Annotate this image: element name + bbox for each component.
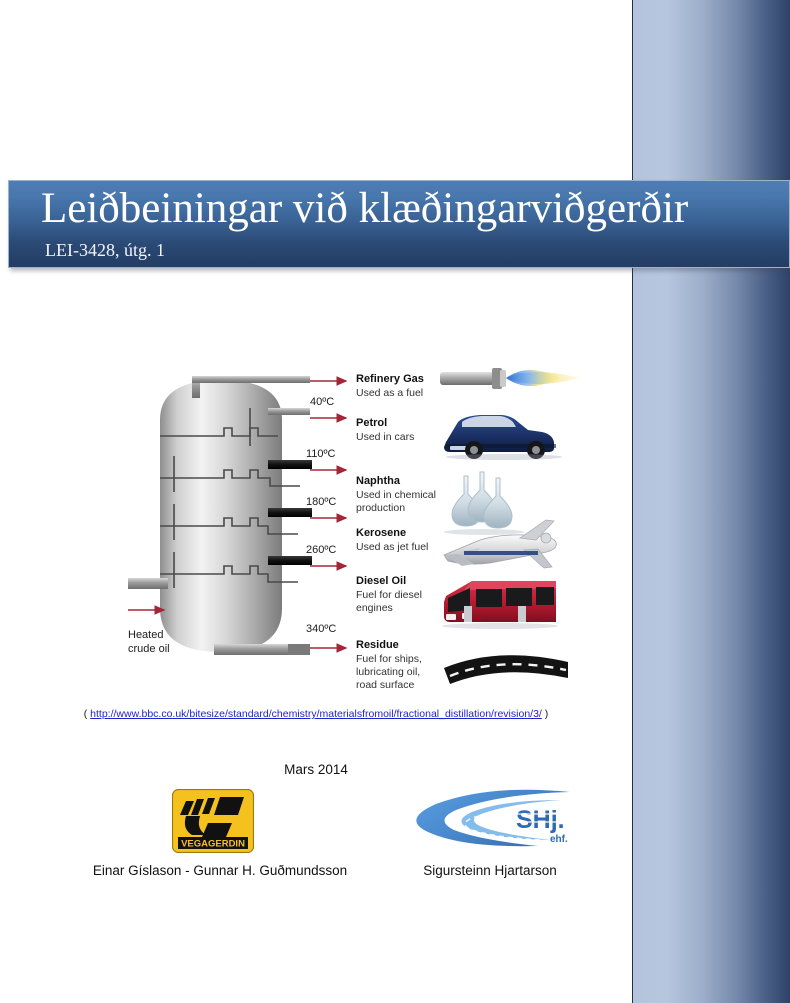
temp-label-40c: 40ºC	[310, 396, 335, 408]
road-icon	[444, 655, 568, 684]
crude-label-line1: Heated	[128, 629, 164, 641]
shj-logo-text: SHj.	[516, 806, 565, 834]
source-open-paren: (	[83, 708, 88, 720]
product-label-refinery-gas: Refinery Gas	[356, 373, 424, 385]
publication-date: Mars 2014	[284, 762, 348, 777]
temp-label-110c: 110ºC	[306, 448, 336, 460]
product-desc-diesel-1: Fuel for diesel	[356, 589, 422, 601]
title-banner	[8, 180, 790, 268]
flasks-icon	[444, 472, 524, 535]
product-desc-kerosene: Used as jet fuel	[356, 541, 429, 553]
temp-label-340c: 340ºC	[306, 623, 337, 635]
decorative-side-bar	[632, 0, 790, 1003]
product-desc-naphtha-1: Used in chemical	[356, 489, 436, 501]
product-desc-petrol: Used in cars	[356, 431, 415, 443]
car-icon	[444, 415, 562, 460]
vegagerdin-logo	[172, 789, 254, 853]
temp-label-260c: 260ºC	[306, 544, 337, 556]
temp-label-180c: 180ºC	[306, 496, 337, 508]
shj-logo	[410, 786, 575, 854]
product-label-diesel-oil: Diesel Oil	[356, 575, 407, 587]
source-url-link[interactable]: http://www.bbc.co.uk/bitesize/standard/chemistry/materialsfromoil/fractional_distillation/revision/3/	[90, 708, 542, 720]
product-desc-residue-1: Fuel for ships,	[356, 653, 422, 665]
crude-label-line2: crude oil	[128, 643, 170, 655]
vegagerdin-logo-text: VEGAGERDIN	[181, 838, 245, 850]
shj-logo-subtext: ehf.	[550, 834, 568, 845]
source-close-paren: )	[544, 708, 549, 720]
fractional-distillation-diagram	[128, 360, 580, 705]
product-desc-residue-3: road surface	[356, 679, 415, 691]
bunsen-burner-icon	[440, 368, 580, 389]
authors-left: Einar Gíslason - Gunnar H. Guðmundsson	[92, 863, 348, 878]
product-label-naphtha: Naphtha	[356, 475, 400, 487]
product-label-kerosene: Kerosene	[356, 527, 407, 539]
authors-right: Sigursteinn Hjartarson	[423, 863, 557, 878]
product-label-petrol: Petrol	[356, 417, 388, 429]
page-subtitle: LEI-3428, útg. 1	[45, 240, 165, 260]
product-label-residue: Residue	[356, 639, 399, 651]
product-desc-naphtha-2: production	[356, 502, 406, 514]
product-desc-diesel-2: engines	[356, 602, 393, 614]
bus-icon	[442, 581, 558, 629]
source-citation	[0, 708, 632, 720]
product-desc-residue-2: lubricating oil,	[356, 666, 421, 678]
product-desc-refinery-gas: Used as a fuel	[356, 387, 424, 399]
page-title: Leiðbeiningar við klæðingarviðgerðir	[41, 185, 689, 232]
